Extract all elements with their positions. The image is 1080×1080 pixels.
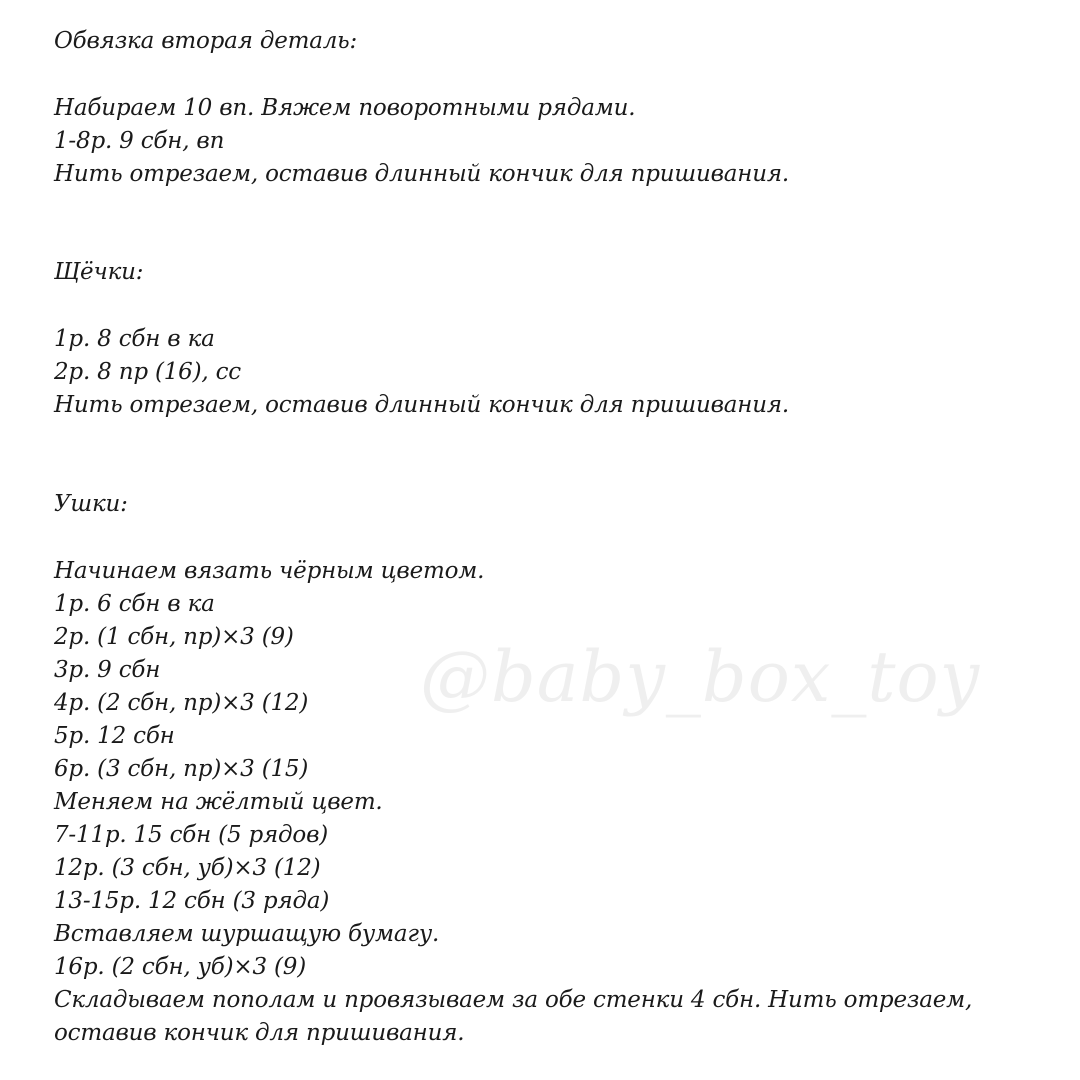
section-heading-ears: Ушки:: [54, 491, 128, 517]
text-line: оставив кончик для пришивания.: [54, 1020, 465, 1046]
text-line: 5р. 12 сбн: [54, 723, 175, 749]
watermark: @baby_box_toy: [420, 636, 981, 718]
text-line: 4р. (2 сбн, пр)×3 (12): [54, 690, 309, 716]
section-heading-part2: Обвязка вторая деталь:: [54, 28, 358, 54]
text-line: 2р. (1 сбн, пр)×3 (9): [54, 624, 294, 650]
text-line: Складываем пополам и провязываем за обе стенки 4 сбн. Нить отрезаем,: [54, 987, 973, 1013]
text-line: 1-8р. 9 сбн, вп: [54, 128, 225, 154]
text-line: 12р. (3 сбн, уб)×3 (12): [54, 855, 321, 881]
text-line: Набираем 10 вп. Вяжем поворотными рядами.: [54, 95, 636, 121]
text-line: 3р. 9 сбн: [54, 657, 161, 683]
text-line: 7-11р. 15 сбн (5 рядов): [54, 822, 329, 848]
text-line: Начинаем вязать чёрным цветом.: [54, 558, 485, 584]
text-line: 6р. (3 сбн, пр)×3 (15): [54, 756, 309, 782]
text-line: Вставляем шуршащую бумагу.: [54, 921, 440, 947]
text-line: Нить отрезаем, оставив длинный кончик для пришивания.: [54, 392, 790, 418]
text-line: 16р. (2 сбн, уб)×3 (9): [54, 954, 306, 980]
text-line: 13-15р. 12 сбн (3 ряда): [54, 888, 330, 914]
text-line: 1р. 8 сбн в ка: [54, 326, 215, 352]
text-line: Нить отрезаем, оставив длинный кончик для пришивания.: [54, 161, 790, 187]
text-line: 1р. 6 сбн в ка: [54, 591, 215, 617]
text-line: Меняем на жёлтый цвет.: [54, 789, 383, 815]
section-heading-cheeks: Щёчки:: [54, 259, 144, 285]
text-line: 2р. 8 пр (16), сс: [54, 359, 241, 385]
